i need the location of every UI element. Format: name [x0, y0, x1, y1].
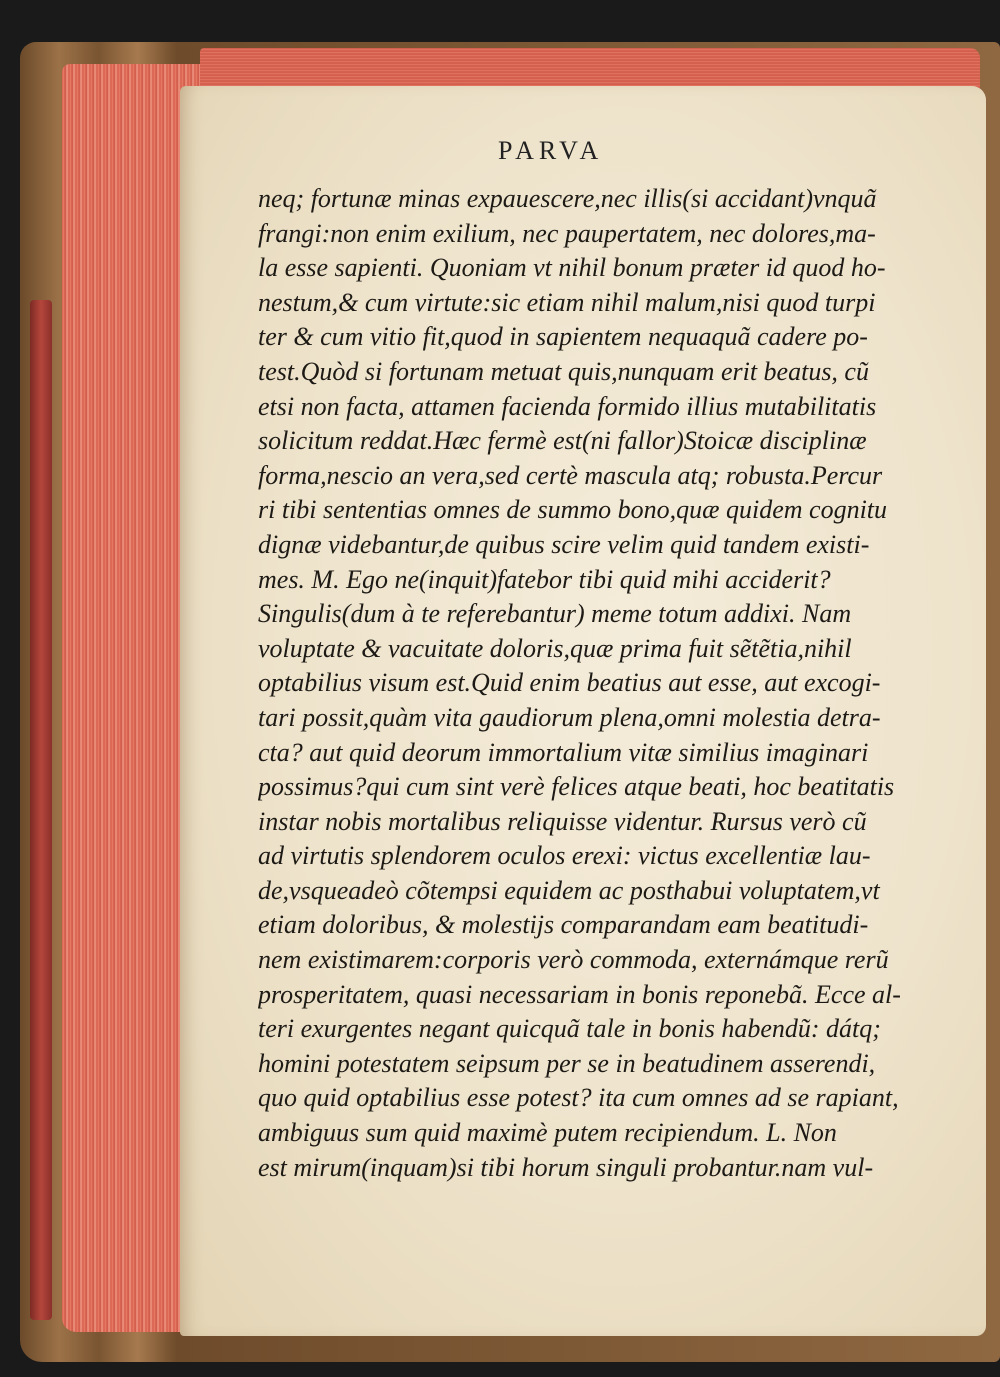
- text-line: nem existimarem:corporis verò commoda, externámque rerũ: [258, 945, 889, 975]
- text-line: possimus?qui cum sint verè felices atque beati, hoc beatitatis: [258, 772, 895, 802]
- text-line: de,vsqueadeò cõtempsi equidem ac posthabui voluptatem,vt: [258, 875, 880, 905]
- text-line: optabilius visum est.Quid enim beatius aut esse, aut excogi-: [258, 668, 881, 698]
- text-line: voluptate & vacuitate doloris,quæ prima fuit sẽtẽtia,nihil: [258, 633, 852, 663]
- text-line: nestum,& cum virtute:sic etiam nihil malum,nisi quod turpi: [258, 287, 876, 317]
- text-line: etiam doloribus, & molestijs comparandam eam beatitudi-: [258, 910, 869, 940]
- text-line: forma,nescio an vera,sed certè mascula atq; robusta.Percur: [258, 460, 883, 490]
- latin-text-block: [258, 182, 950, 1185]
- text-line: est mirum(inquam)si tibi horum singuli probantur.nam vul-: [258, 1152, 874, 1182]
- text-line: ri tibi sententias omnes de summo bono,quæ quidem cognitu: [258, 495, 888, 525]
- text-line: ambiguus sum quid maximè putem recipiendum. L. Non: [258, 1118, 837, 1148]
- text-line: ad virtutis splendorem oculos erexi: victus excellentiæ lau-: [258, 841, 871, 871]
- text-line: tari possit,quàm vita gaudiorum plena,omni molestia detra-: [258, 702, 881, 732]
- text-line: prosperitatem, quasi necessariam in bonis reponebã. Ecce al-: [258, 979, 901, 1009]
- running-head: PARVA: [498, 136, 604, 165]
- text-line: test.Quòd si fortunam metuat quis,nunquam erit beatus, cũ: [258, 356, 869, 386]
- text-line: etsi non facta, attamen facienda formido illius mutabilitatis: [258, 391, 877, 421]
- text-line: mes. M. Ego ne(inquit)fatebor tibi quid mihi acciderit?: [258, 564, 831, 594]
- spine-cloth: [30, 300, 52, 1320]
- text-line: solicitum reddat.Hæc fermè est(ni fallor)Stoicæ disciplinæ: [258, 426, 867, 456]
- top-page-edges: [200, 48, 980, 88]
- text-line: neq; fortunæ minas expauescere,nec illis(si accidant)vnquã: [258, 184, 877, 213]
- text-line: instar nobis mortalibus reliquisse videntur. Rursus verò cũ: [258, 806, 867, 836]
- text-line: ter & cum vitio fit,quod in sapientem nequaquã cadere po-: [258, 322, 868, 352]
- text-line: dignæ videbantur,de quibus scire velim quid tandem existi-: [258, 529, 870, 559]
- text-line: la esse sapienti. Quoniam vt nihil bonum præter id quod ho-: [258, 253, 886, 283]
- text-line: Singulis(dum à te referebantur) meme totum addixi. Nam: [258, 599, 852, 629]
- text-line: teri exurgentes negant quicquã tale in bonis habendũ: dátq;: [258, 1014, 881, 1044]
- text-line: frangi:non enim exilium, nec paupertatem, nec dolores,ma-: [258, 218, 876, 248]
- text-line: cta? aut quid deorum immortalium vitæ similius imaginari: [258, 737, 869, 767]
- text-line: homini potestatem seipsum per se in beatudinem asserendi,: [258, 1048, 876, 1078]
- text-line: quo quid optabilius esse potest? ita cum omnes ad se rapiant,: [258, 1083, 899, 1113]
